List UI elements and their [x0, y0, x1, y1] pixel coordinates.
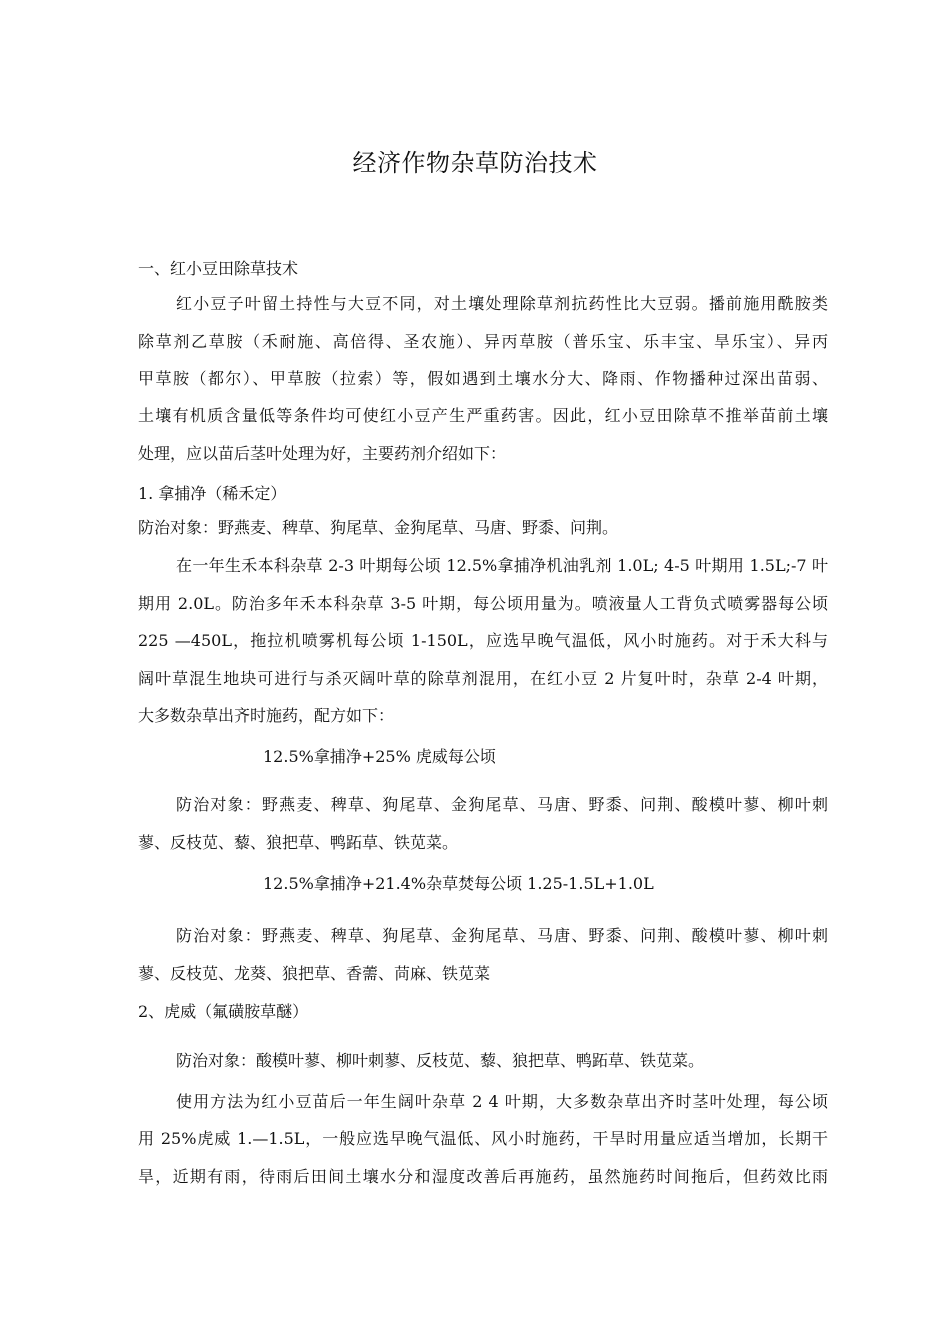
paragraph-line: 甲草胺（都尔）、甲草胺（拉索）等，假如遇到土壤水分大、降雨、作物播种过深出苗弱、 — [138, 369, 828, 388]
target-weeds-line: 防治对象：酸模叶蓼、柳叶刺蓼、反枝苋、藜、狼把草、鸭跖草、铁苋菜。 — [176, 1051, 705, 1070]
formula-line: 12.5%拿捕净+21.4%杂草焚每公顷 1.25-1.5L+1.0L — [263, 874, 654, 893]
document-title: 经济作物杂草防治技术 — [352, 149, 598, 177]
target-weeds-line: 防治对象：野燕麦、稗草、狗尾草、金狗尾草、马唐、野黍、问荆、酸模叶蓼、柳叶刺 — [176, 926, 828, 945]
paragraph-line: 旱，近期有雨，待雨后田间土壤水分和湿度改善后再施药，虽然施药时间拖后，但药效比雨 — [138, 1167, 828, 1186]
paragraph-line: 用 25%虎威 1.—1.5L，一般应选早晚气温低、风小时施药，干旱时用量应适当增加，长期干 — [138, 1129, 828, 1148]
formula-line: 12.5%拿捕净+25% 虎威每公顷 — [263, 747, 496, 766]
target-weeds-line: 防治对象：野燕麦、稗草、狗尾草、金狗尾草、马唐、野黍、问荆。 — [138, 518, 619, 537]
paragraph-line: 在一年生禾本科杂草 2-3 叶期每公顷 12.5%拿捕净机油乳剂 1.0L; 4-5 叶期用 1.5L;-7 叶 — [176, 556, 828, 575]
item-heading-sethoxydim: 1. 拿捕净（稀禾定） — [138, 484, 287, 503]
paragraph-line: 处理，应以苗后茎叶处理为好，主要药剂介绍如下： — [138, 444, 507, 463]
paragraph-line: 阔叶草混生地块可进行与杀灭阔叶草的除草剂混用，在红小豆 2 片复叶时，杂草 2-4 叶期， — [138, 669, 828, 688]
paragraph-line: 期用 2.0L。防治多年禾本科杂草 3-5 叶期，每公顷用量为。喷液量人工背负式喷雾器每公顷 — [138, 594, 828, 613]
paragraph-line: 红小豆子叶留土持性与大豆不同，对土壤处理除草剂抗药性比大豆弱。播前施用酰胺类 — [176, 294, 828, 313]
item-heading-fomesafen: 2、虎威（氟磺胺草醚） — [138, 1002, 309, 1021]
paragraph-line: 除草剂乙草胺（禾耐施、高倍得、圣农施）、异丙草胺（普乐宝、乐丰宝、旱乐宝）、异丙 — [138, 332, 828, 351]
paragraph-line: 225 —450L，拖拉机喷雾机每公顷 1-150L，应选早晚气温低，风小时施药。对于禾大科与 — [138, 631, 828, 650]
target-weeds-line: 防治对象：野燕麦、稗草、狗尾草、金狗尾草、马唐、野黍、问荆、酸模叶蓼、柳叶刺 — [176, 795, 828, 814]
section-heading-adzuki-bean: 一、红小豆田除草技术 — [138, 259, 299, 278]
paragraph-line: 土壤有机质含量低等条件均可使红小豆产生严重药害。因此，红小豆田除草不推举苗前土壤 — [138, 406, 828, 425]
target-weeds-line: 蓼、反枝苋、藜、狼把草、鸭跖草、铁苋菜。 — [138, 833, 459, 852]
paragraph-line: 大多数杂草出齐时施药，配方如下： — [138, 706, 395, 725]
target-weeds-line: 蓼、反枝苋、龙葵、狼把草、香薷、苘麻、铁苋菜 — [138, 964, 491, 983]
paragraph-line: 使用方法为红小豆苗后一年生阔叶杂草 2 4 叶期，大多数杂草出齐时茎叶处理，每公顷 — [176, 1092, 828, 1111]
